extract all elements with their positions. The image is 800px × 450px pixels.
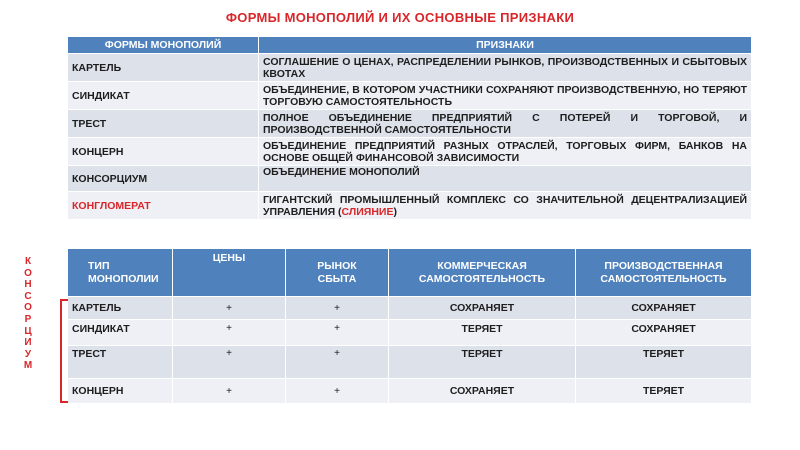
table-row — [68, 137, 752, 165]
production-cell: СОХРАНЯЕТ — [576, 296, 752, 319]
form-name: КАРТЕЛЬ — [68, 53, 259, 81]
production-cell: ТЕРЯЕТ — [576, 345, 752, 378]
form-features: ОБЪЕДИНЕНИЕ МОНОПОЛИЙ — [259, 165, 752, 191]
features-text: ГИГАНТСКИЙ ПРОМЫШЛЕННЫЙ КОМПЛЕКС СО ЗНАЧИТЕЛЬНОЙ ДЕЦЕНТРАЛИЗАЦИЕЙ УПРАВЛЕНИЯ ( — [263, 193, 747, 218]
form-name: СИНДИКАТ — [68, 81, 259, 109]
monopoly-comparison-table — [68, 249, 752, 403]
monopoly-type: СИНДИКАТ — [68, 319, 173, 345]
prices-cell: + — [173, 378, 286, 403]
table-row — [68, 109, 752, 137]
side-label-letter: С — [24, 290, 32, 302]
monopoly-forms-table — [68, 37, 752, 219]
table-row — [68, 53, 752, 81]
header-type: ТИП МОНОПОЛИИ — [68, 249, 173, 296]
production-cell: СОХРАНЯЕТ — [576, 319, 752, 345]
side-label-letter: К — [24, 256, 32, 267]
table-row — [68, 81, 752, 109]
market-cell: + — [286, 319, 389, 345]
header-features: ПРИЗНАКИ — [259, 37, 752, 53]
monopoly-type: КОНЦЕРН — [68, 378, 173, 403]
side-label-letter: М — [23, 360, 33, 372]
prices-cell: + — [173, 296, 286, 319]
commercial-cell: СОХРАНЯЕТ — [389, 378, 576, 403]
monopoly-type: ТРЕСТ — [68, 345, 173, 378]
commercial-cell: СОХРАНЯЕТ — [389, 296, 576, 319]
form-name: КОНГЛОМЕРАТ — [68, 191, 259, 219]
market-cell: + — [286, 296, 389, 319]
side-label-letter: И — [24, 337, 32, 349]
page-title: ФОРМЫ МОНОПОЛИЙ И ИХ ОСНОВНЫЕ ПРИЗНАКИ — [225, 10, 575, 25]
header-forms: ФОРМЫ МОНОПОЛИЙ — [68, 37, 259, 53]
side-label-letter: О — [24, 267, 32, 279]
table-row — [68, 378, 752, 403]
prices-cell: + — [173, 319, 286, 345]
production-cell: ТЕРЯЕТ — [576, 378, 752, 403]
table-row — [68, 345, 752, 378]
form-features: ОБЪЕДИНЕНИЕ, В КОТОРОМ УЧАСТНИКИ СОХРАНЯЮТ ПРОИЗВОДСТВЕННУЮ, НО ТЕРЯЮТ ТОРГОВУЮ САМОСТОЯТЕЛЬНОСТЬ — [259, 81, 752, 109]
market-cell: + — [286, 345, 389, 378]
header-market: РЫНОК СБЫТА — [286, 249, 389, 296]
monopoly-type: КАРТЕЛЬ — [68, 296, 173, 319]
prices-cell: + — [173, 345, 286, 378]
commercial-cell: ТЕРЯЕТ — [389, 319, 576, 345]
header-commercial: КОММЕРЧЕСКАЯ САМОСТОЯТЕЛЬНОСТЬ — [389, 249, 576, 296]
side-label-letter: Ц — [24, 325, 32, 337]
form-name: КОНЦЕРН — [68, 137, 259, 165]
form-features: ОБЪЕДИНЕНИЕ ПРЕДПРИЯТИЙ РАЗНЫХ ОТРАСЛЕЙ, ТОРГОВЫХ ФИРМ, БАНКОВ НА ОСНОВЕ ОБЩЕЙ ФИНАНСОВОЙ ЗАВИСИМОСТИ — [259, 137, 752, 165]
table-row — [68, 296, 752, 319]
form-name: КОНСОРЦИУМ — [68, 165, 259, 191]
table-row — [68, 191, 752, 219]
side-label-letter: Н — [24, 279, 32, 291]
consortium-bracket — [60, 299, 68, 403]
table-header-row — [68, 37, 752, 53]
merger-highlight: СЛИЯНИЕ — [341, 205, 394, 218]
market-cell: + — [286, 378, 389, 403]
commercial-cell: ТЕРЯЕТ — [389, 345, 576, 378]
form-features — [259, 191, 752, 219]
table-row — [68, 165, 752, 191]
header-production: ПРОИЗВОДСТВЕННАЯ САМОСТОЯТЕЛЬНОСТЬ — [576, 249, 752, 296]
side-label-letter: Р — [24, 313, 32, 325]
features-text-end: ) — [393, 205, 397, 218]
form-features: СОГЛАШЕНИЕ О ЦЕНАХ, РАСПРЕДЕЛЕНИИ РЫНКОВ, ПРОИЗВОДСТВЕННЫХ И СБЫТОВЫХ КВОТАХ — [259, 53, 752, 81]
form-name: ТРЕСТ — [68, 109, 259, 137]
table-header-row — [68, 249, 752, 296]
table-row — [68, 319, 752, 345]
header-prices: ЦЕНЫ — [173, 249, 286, 296]
side-label-letter: О — [24, 302, 32, 314]
side-label-letter: У — [24, 348, 32, 360]
consortium-vertical-label — [20, 256, 36, 372]
form-features: ПОЛНОЕ ОБЪЕДИНЕНИЕ ПРЕДПРИЯТИЙ С ПОТЕРЕЙ И ТОРГОВОЙ, И ПРОИЗВОДСТВЕННОЙ САМОСТОЯТЕЛЬНОСТИ — [259, 109, 752, 137]
